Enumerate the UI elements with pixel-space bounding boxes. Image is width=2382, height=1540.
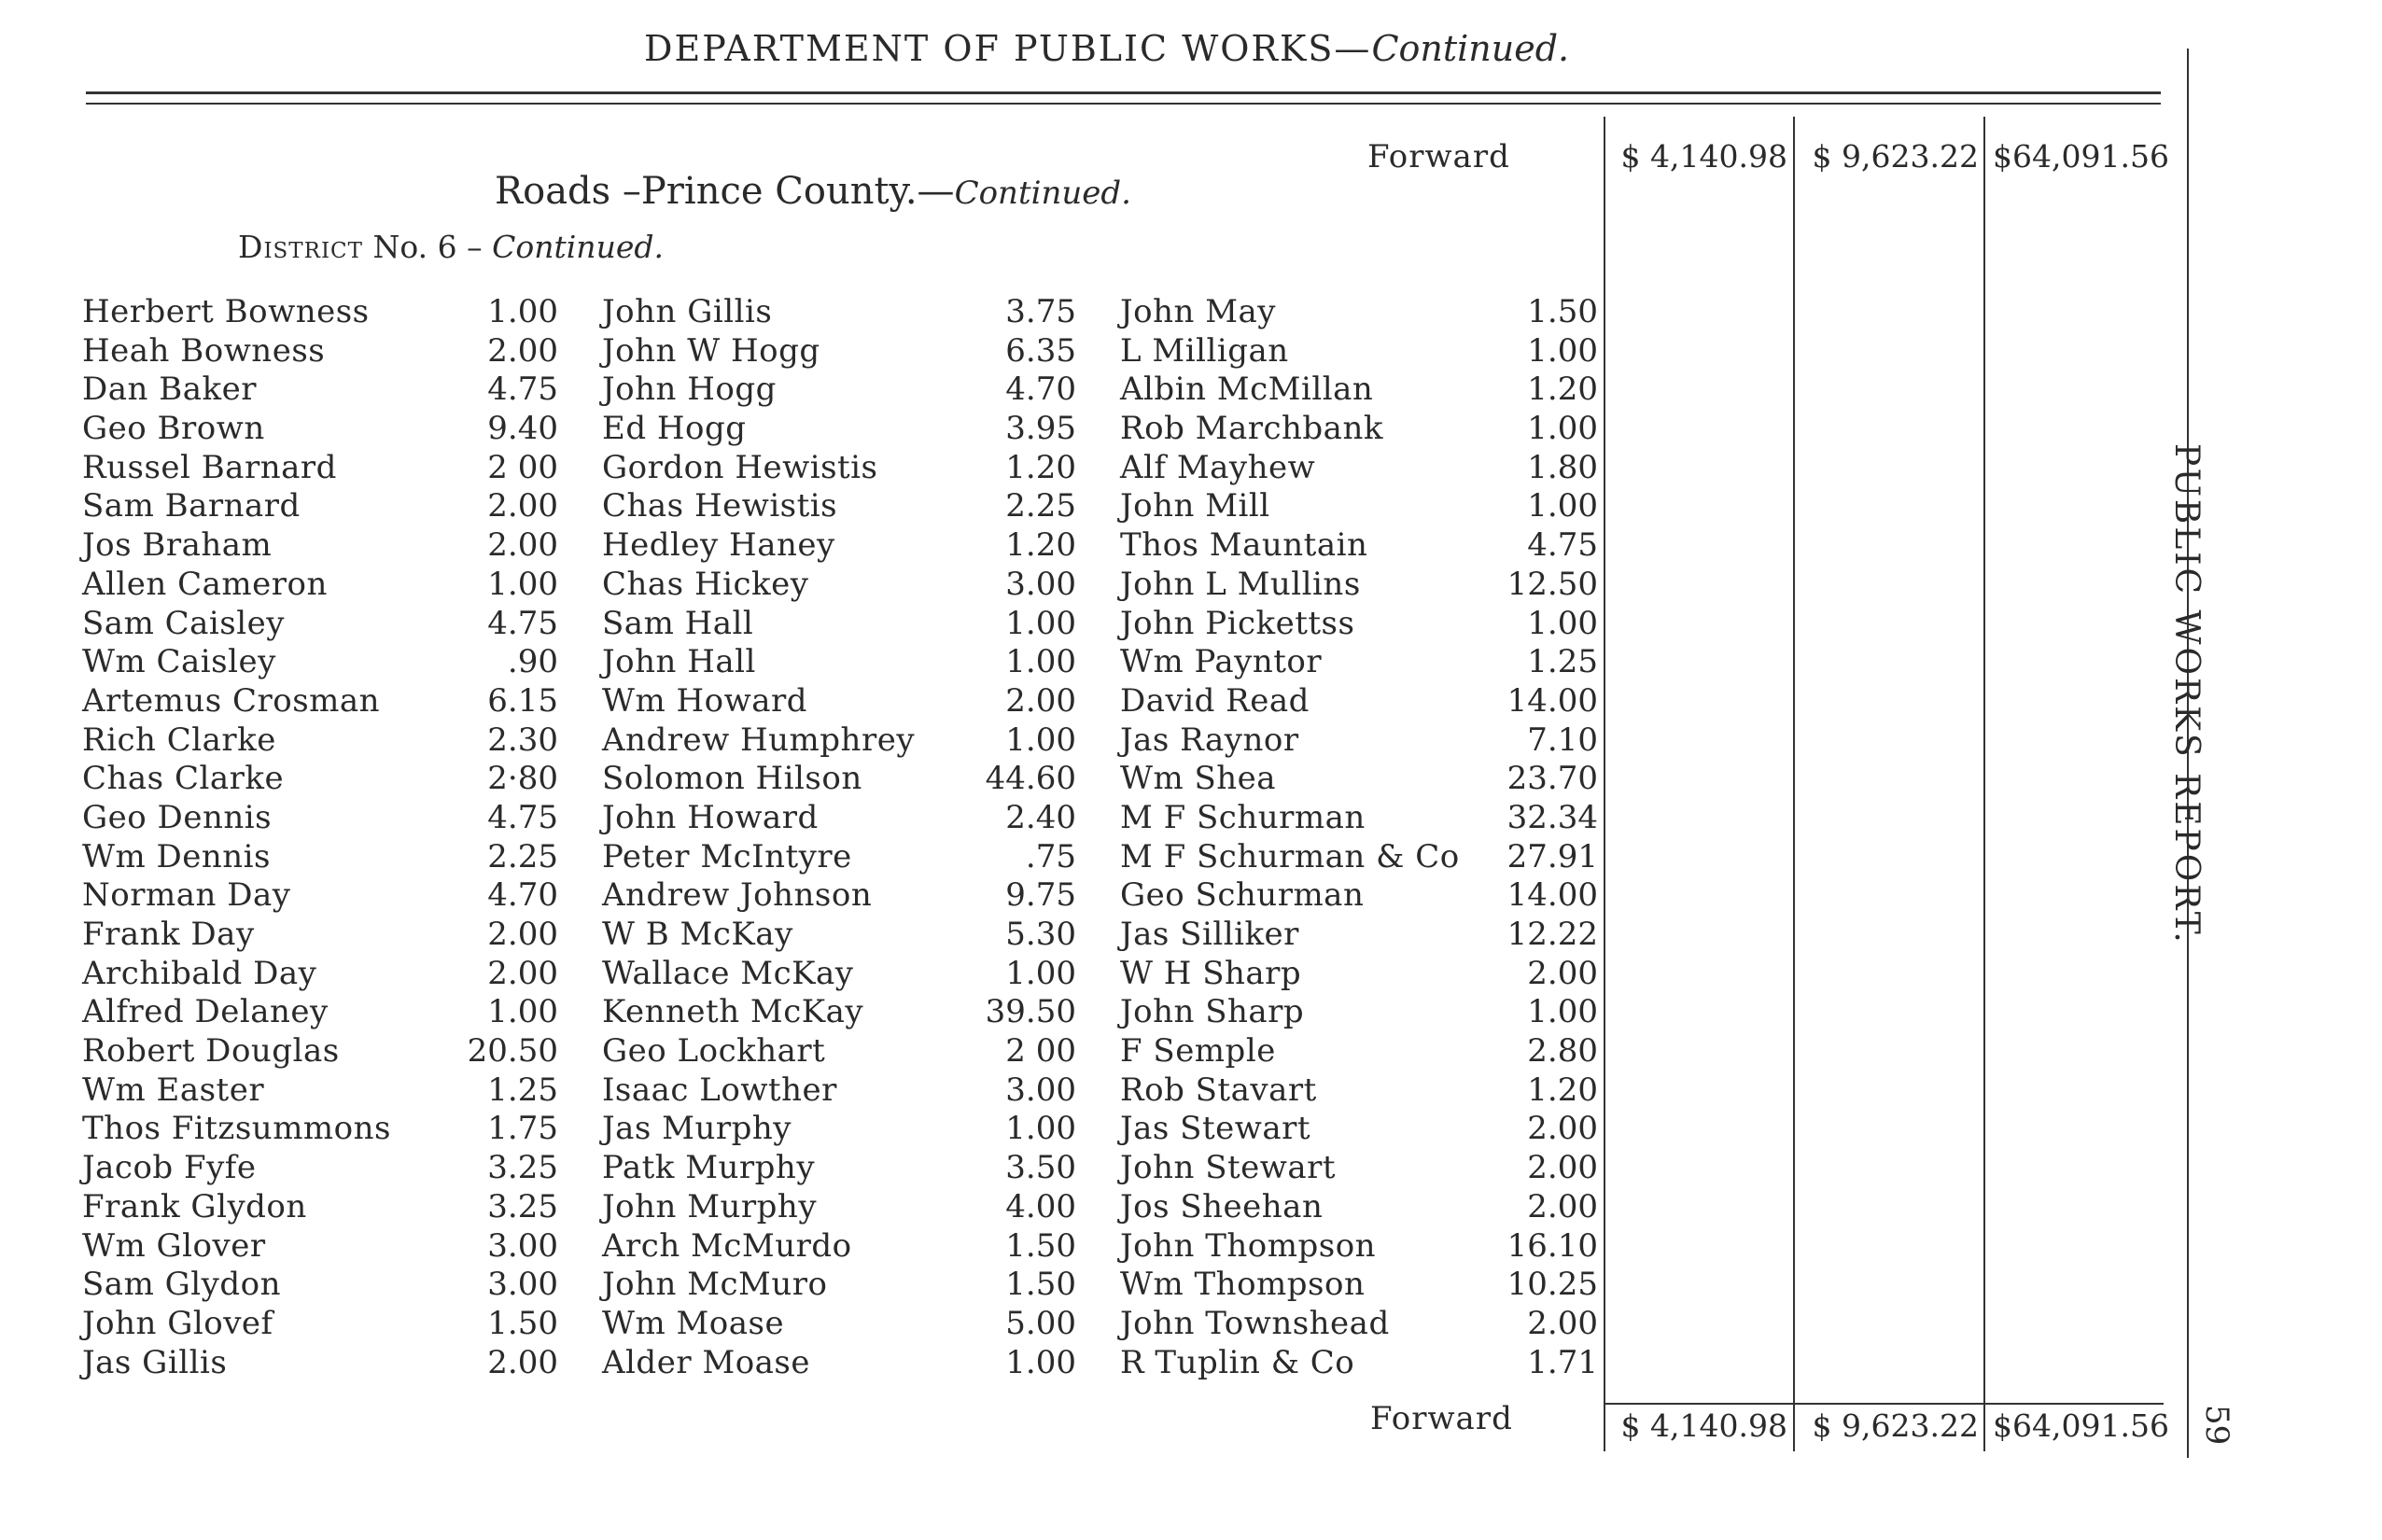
entry-amount: 6.15	[487, 681, 558, 720]
entry-row	[82, 332, 558, 371]
amount-column-rule-2	[1793, 117, 1795, 1451]
entry-amount: 3.95	[1005, 410, 1076, 448]
entry-name: Gordon Hewistis	[602, 448, 878, 486]
entry-name: Andrew Johnson	[602, 876, 873, 915]
entry-row	[82, 1032, 558, 1071]
entry-amount: 1.20	[1527, 1071, 1598, 1109]
entry-name: Andrew Humphrey	[602, 721, 916, 759]
entry-row	[602, 1305, 1076, 1344]
entry-name: Wm Glover	[82, 1226, 266, 1265]
entry-name: John L Mullins	[1120, 565, 1361, 603]
entry-row	[1120, 371, 1598, 410]
entry-row	[82, 916, 558, 955]
entry-name: David Read	[1120, 681, 1310, 720]
entry-row	[1120, 760, 1598, 799]
entry-name: Wm Thompson	[1120, 1266, 1366, 1304]
entry-row	[82, 955, 558, 994]
header-rule-2	[86, 103, 2161, 105]
entry-amount: 2.25	[487, 837, 558, 875]
entry-row	[1120, 1149, 1598, 1188]
entry-row	[602, 293, 1076, 332]
entry-row	[1120, 1188, 1598, 1227]
entry-name: Jacob Fyfe	[82, 1149, 257, 1187]
entry-name: Sam Glydon	[82, 1266, 281, 1304]
entry-name: Wallace McKay	[602, 954, 854, 992]
entry-row	[1120, 526, 1598, 566]
entry-amount: 1.50	[1005, 1266, 1076, 1304]
entry-row	[602, 993, 1076, 1032]
entry-amount: 2.00	[1527, 1187, 1598, 1225]
district-number: No. 6 –	[372, 229, 483, 265]
entry-name: L Milligan	[1120, 331, 1289, 370]
entry-amount: 2.00	[487, 916, 558, 953]
entry-name: John Sharp	[1120, 993, 1305, 1031]
entry-row	[1120, 838, 1598, 877]
forward-bottom-amount-2: $ 9,623.22	[1812, 1407, 1979, 1444]
entry-row	[602, 410, 1076, 449]
entry-amount: 1.00	[1527, 410, 1598, 448]
entry-name: Alfred Delaney	[82, 993, 329, 1031]
entry-amount: 3.00	[1005, 565, 1076, 603]
entry-row	[82, 643, 558, 682]
entry-amount: 3.00	[1005, 1071, 1076, 1109]
entry-amount: 14.00	[1506, 681, 1598, 720]
entry-amount: 1.00	[1527, 487, 1598, 525]
entry-name: Peter McIntyre	[602, 837, 852, 875]
entry-name: Isaac Lowther	[602, 1071, 837, 1109]
entry-row	[1120, 605, 1598, 644]
entry-row	[602, 1227, 1076, 1267]
entry-amount: 2.00	[487, 331, 558, 370]
district-label: District	[238, 229, 363, 265]
entry-name: Artemus Crosman	[82, 681, 381, 720]
entry-name: M F Schurman	[1120, 798, 1366, 836]
entry-amount: 3.00	[487, 1266, 558, 1304]
entry-name: F Semple	[1120, 1032, 1276, 1071]
page-header	[644, 28, 1569, 69]
entry-amount: 1.00	[1527, 993, 1598, 1031]
entry-name: John Murphy	[602, 1187, 818, 1225]
entry-amount: 3.25	[487, 1149, 558, 1187]
entry-row	[82, 293, 558, 332]
entry-name: Chas Clarke	[82, 760, 285, 798]
entry-name: Hedley Haney	[602, 526, 835, 565]
entry-name: Jos Sheehan	[1120, 1187, 1324, 1225]
entry-name: John Townshead	[1120, 1304, 1390, 1342]
entry-amount: 2.00	[487, 954, 558, 992]
entry-row	[82, 1110, 558, 1149]
entry-name: Arch McMurdo	[602, 1226, 852, 1265]
entry-amount: 2.00	[1527, 1149, 1598, 1187]
entry-name: John W Hogg	[602, 331, 820, 370]
entry-row	[602, 1344, 1076, 1383]
entry-row	[1120, 566, 1598, 605]
entry-name: Geo Brown	[82, 410, 265, 448]
entry-row	[82, 760, 558, 799]
entry-name: Solomon Hilson	[602, 760, 862, 798]
entry-name: Archibald Day	[82, 954, 317, 992]
entry-amount: 2·80	[487, 760, 558, 798]
entry-name: W B McKay	[602, 916, 793, 953]
forward-bottom-label: Forward	[1370, 1400, 1513, 1437]
entry-row	[602, 1188, 1076, 1227]
forward-top-amount-3: $64,091.56	[1993, 138, 2169, 175]
entry-name: Sam Barnard	[82, 487, 301, 525]
entry-amount: 1.00	[1005, 1110, 1076, 1148]
entry-name: John McMuro	[602, 1266, 828, 1304]
entry-name: Russel Barnard	[82, 448, 337, 486]
entry-amount: 1.00	[1527, 604, 1598, 642]
entry-row	[82, 1071, 558, 1111]
entry-row	[1120, 332, 1598, 371]
entry-name: John Pickettss	[1120, 604, 1355, 642]
entry-amount: 2.00	[487, 1343, 558, 1381]
forward-bottom-amount-3: $64,091.56	[1993, 1407, 2169, 1444]
entry-row	[1120, 682, 1598, 721]
entry-row	[602, 838, 1076, 877]
entry-name: Wm Howard	[602, 681, 808, 720]
entry-amount: .75	[1025, 837, 1076, 875]
entry-name: Geo Schurman	[1120, 876, 1365, 915]
entry-amount: 9.75	[1005, 876, 1076, 915]
entry-row	[82, 487, 558, 526]
entry-name: Sam Hall	[602, 604, 754, 642]
entry-amount: 4.75	[1527, 526, 1598, 565]
entry-row	[1120, 993, 1598, 1032]
entry-name: John Thompson	[1120, 1226, 1377, 1265]
entry-row	[82, 1149, 558, 1188]
entry-row	[602, 760, 1076, 799]
entry-amount: 1.20	[1005, 448, 1076, 486]
entry-amount: 2.40	[1005, 798, 1076, 836]
entry-name: Alf Mayhew	[1120, 448, 1316, 486]
entry-name: Jos Braham	[82, 526, 273, 565]
entry-row	[602, 487, 1076, 526]
entry-amount: 4.70	[487, 876, 558, 915]
entry-name: Norman Day	[82, 876, 291, 915]
entry-amount: 2 00	[487, 448, 558, 486]
entry-amount: 2.25	[1005, 487, 1076, 525]
entry-amount: 5.00	[1005, 1304, 1076, 1342]
entry-name: Allen Cameron	[82, 565, 328, 603]
entry-name: Wm Moase	[602, 1304, 785, 1342]
entry-amount: 1.50	[1005, 1226, 1076, 1265]
header-rule-1	[86, 91, 2161, 94]
entry-amount: 4.70	[1005, 371, 1076, 409]
entry-row	[602, 682, 1076, 721]
entry-name: John Hall	[602, 643, 756, 681]
entry-row	[602, 1266, 1076, 1305]
entry-row	[602, 371, 1076, 410]
entry-row	[82, 1305, 558, 1344]
entry-row	[602, 526, 1076, 566]
entry-row	[82, 1227, 558, 1267]
entry-name: John Stewart	[1120, 1149, 1337, 1187]
entry-amount: 39.50	[985, 993, 1076, 1031]
entry-amount: 1.00	[1005, 954, 1076, 992]
entry-row	[1120, 799, 1598, 838]
total-rule	[1604, 1403, 2164, 1405]
entry-row	[1120, 643, 1598, 682]
entry-amount: 4.00	[1005, 1187, 1076, 1225]
entry-name: Albin McMillan	[1120, 371, 1374, 409]
entry-amount: 4.75	[487, 604, 558, 642]
entry-name: Kenneth McKay	[602, 993, 864, 1031]
entry-name: Chas Hickey	[602, 565, 809, 603]
entry-amount: 44.60	[985, 760, 1076, 798]
entry-row	[82, 449, 558, 488]
section-continued: Continued.	[954, 175, 1131, 212]
forward-bottom-amount-1: $ 4,140.98	[1620, 1407, 1787, 1444]
entry-name: Wm Shea	[1120, 760, 1277, 798]
entry-amount: 16.10	[1506, 1226, 1598, 1265]
entry-amount: 2.00	[1527, 1304, 1598, 1342]
entry-row	[1120, 449, 1598, 488]
section-title-text: Roads –Prince County.—	[495, 170, 955, 213]
entry-name: Jas Stewart	[1120, 1110, 1311, 1148]
entry-amount: 9.40	[487, 410, 558, 448]
entry-amount: 1.00	[1527, 331, 1598, 370]
entry-name: Chas Hewistis	[602, 487, 838, 525]
entry-row	[82, 605, 558, 644]
entry-amount: 1.00	[1005, 643, 1076, 681]
amount-column-rule-1	[1604, 117, 1605, 1451]
amount-column-rule-3	[1983, 117, 1985, 1451]
entry-amount: 23.70	[1506, 760, 1598, 798]
entry-name: Jas Silliker	[1120, 916, 1299, 953]
entry-name: Ed Hogg	[602, 410, 747, 448]
entry-amount: 1.25	[487, 1071, 558, 1109]
entry-amount: 1.00	[1005, 721, 1076, 759]
entry-amount: 1.50	[1527, 293, 1598, 330]
entry-amount: 12.22	[1506, 916, 1598, 953]
entry-row	[1120, 487, 1598, 526]
entry-name: Alder Moase	[602, 1343, 810, 1381]
entries-column-3	[1120, 293, 1598, 1382]
entry-amount: 1.20	[1005, 526, 1076, 565]
entry-name: Wm Easter	[82, 1071, 265, 1109]
entry-name: John Glovef	[82, 1304, 273, 1342]
entry-row	[602, 876, 1076, 916]
entry-amount: 3.25	[487, 1187, 558, 1225]
entry-row	[1120, 1071, 1598, 1111]
entry-row	[602, 1110, 1076, 1149]
entry-row	[1120, 955, 1598, 994]
entry-amount: 2.00	[1527, 954, 1598, 992]
entry-row	[82, 1266, 558, 1305]
entry-row	[82, 1188, 558, 1227]
entries-column-2	[602, 293, 1076, 1382]
entry-name: John Gillis	[602, 293, 773, 330]
entry-name: W H Sharp	[1120, 954, 1302, 992]
entry-amount: 10.25	[1506, 1266, 1598, 1304]
entry-name: Jas Gillis	[82, 1343, 228, 1381]
entry-name: Sam Caisley	[82, 604, 285, 642]
entry-row	[1120, 410, 1598, 449]
entry-amount: 5.30	[1005, 916, 1076, 953]
entry-name: R Tuplin & Co	[1120, 1343, 1355, 1381]
entry-amount: 3.75	[1005, 293, 1076, 330]
entry-amount: 1.00	[1005, 604, 1076, 642]
forward-top-amount-2: $ 9,623.22	[1812, 138, 1979, 175]
district-heading	[238, 229, 664, 265]
entry-name: Rob Marchbank	[1120, 410, 1383, 448]
entry-amount: 1.71	[1527, 1343, 1598, 1381]
entry-amount: 2.00	[487, 487, 558, 525]
entry-amount: 2.00	[1005, 681, 1076, 720]
entry-row	[82, 1344, 558, 1383]
entry-amount: 2.80	[1527, 1032, 1598, 1071]
entry-row	[1120, 1344, 1598, 1383]
entry-row	[602, 799, 1076, 838]
entry-amount: 2 00	[1005, 1032, 1076, 1071]
entry-row	[602, 955, 1076, 994]
entry-amount: 1.00	[487, 293, 558, 330]
entry-amount: 1.00	[1005, 1343, 1076, 1381]
entry-amount: .90	[507, 643, 558, 681]
entry-amount: 1.75	[487, 1110, 558, 1148]
entry-row	[82, 721, 558, 761]
entry-name: Patk Murphy	[602, 1149, 816, 1187]
entry-row	[82, 993, 558, 1032]
entry-name: Jas Raynor	[1120, 721, 1299, 759]
entry-row	[1120, 1032, 1598, 1071]
entry-amount: 1.00	[487, 993, 558, 1031]
entry-amount: 4.75	[487, 798, 558, 836]
entry-name: Dan Baker	[82, 371, 257, 409]
entry-row	[82, 410, 558, 449]
entry-row	[1120, 721, 1598, 761]
entry-name: John May	[1120, 293, 1276, 330]
side-running-title: PUBLIC WORKS REPORT.	[2167, 443, 2206, 945]
entry-name: Geo Lockhart	[602, 1032, 826, 1071]
entry-name: Jas Murphy	[602, 1110, 792, 1148]
entry-name: Thos Fitzsummons	[82, 1110, 391, 1148]
header-title: DEPARTMENT OF PUBLIC WORKS—	[644, 28, 1372, 69]
entry-amount: 14.00	[1506, 876, 1598, 915]
entry-row	[82, 876, 558, 916]
entry-name: John Hogg	[602, 371, 777, 409]
entry-name: Frank Glydon	[82, 1187, 307, 1225]
entry-row	[602, 332, 1076, 371]
entry-name: Heah Bowness	[82, 331, 326, 370]
entry-name: Geo Dennis	[82, 798, 273, 836]
entry-amount: 2.30	[487, 721, 558, 759]
forward-top-amount-1: $ 4,140.98	[1620, 138, 1787, 175]
entry-amount: 1.50	[487, 1304, 558, 1342]
entry-name: Wm Dennis	[82, 837, 271, 875]
entry-row	[602, 643, 1076, 682]
section-title	[495, 170, 1131, 213]
entry-row	[602, 916, 1076, 955]
entry-row	[602, 1149, 1076, 1188]
entry-amount: 1.25	[1527, 643, 1598, 681]
entry-name: Herbert Bowness	[82, 293, 370, 330]
entries-column-1	[82, 293, 558, 1382]
district-continued: Continued.	[492, 229, 664, 265]
entry-name: Robert Douglas	[82, 1032, 340, 1071]
entry-row	[1120, 1227, 1598, 1267]
entry-row	[1120, 1110, 1598, 1149]
entry-name: John Mill	[1120, 487, 1270, 525]
entry-row	[602, 721, 1076, 761]
entry-row	[602, 1071, 1076, 1111]
entry-amount: 1.20	[1527, 371, 1598, 409]
forward-top-label: Forward	[1367, 138, 1510, 175]
entry-amount: 12.50	[1506, 565, 1598, 603]
entry-row	[82, 682, 558, 721]
entry-amount: 4.75	[487, 371, 558, 409]
header-continued: Continued.	[1371, 28, 1570, 69]
entry-row	[1120, 1305, 1598, 1344]
entry-row	[82, 371, 558, 410]
entry-amount: 7.10	[1527, 721, 1598, 759]
entry-row	[602, 605, 1076, 644]
entry-name: Thos Mauntain	[1120, 526, 1368, 565]
entry-amount: 2.00	[1527, 1110, 1598, 1148]
entry-name: M F Schurman & Co	[1120, 837, 1460, 875]
entry-amount: 20.50	[467, 1032, 558, 1071]
entry-amount: 1.00	[487, 565, 558, 603]
entry-amount: 3.50	[1005, 1149, 1076, 1187]
entry-amount: 6.35	[1005, 331, 1076, 370]
entry-name: John Howard	[602, 798, 819, 836]
entry-amount: 27.91	[1506, 837, 1598, 875]
entry-amount: 1.80	[1527, 448, 1598, 486]
entry-row	[82, 526, 558, 566]
entry-amount: 32.34	[1506, 798, 1598, 836]
entry-name: Rob Stavart	[1120, 1071, 1317, 1109]
entry-row	[82, 566, 558, 605]
entry-name: Rich Clarke	[82, 721, 276, 759]
entry-row	[1120, 916, 1598, 955]
entry-amount: 3.00	[487, 1226, 558, 1265]
page-number: 59	[2198, 1405, 2235, 1446]
entry-amount: 2.00	[487, 526, 558, 565]
entry-row	[602, 449, 1076, 488]
entry-row	[82, 838, 558, 877]
entry-name: Frank Day	[82, 916, 255, 953]
entry-row	[602, 566, 1076, 605]
entry-name: Wm Payntor	[1120, 643, 1323, 681]
entry-row	[1120, 876, 1598, 916]
entry-row	[1120, 293, 1598, 332]
entry-name: Wm Caisley	[82, 643, 276, 681]
entry-row	[1120, 1266, 1598, 1305]
entry-row	[82, 799, 558, 838]
entry-row	[602, 1032, 1076, 1071]
